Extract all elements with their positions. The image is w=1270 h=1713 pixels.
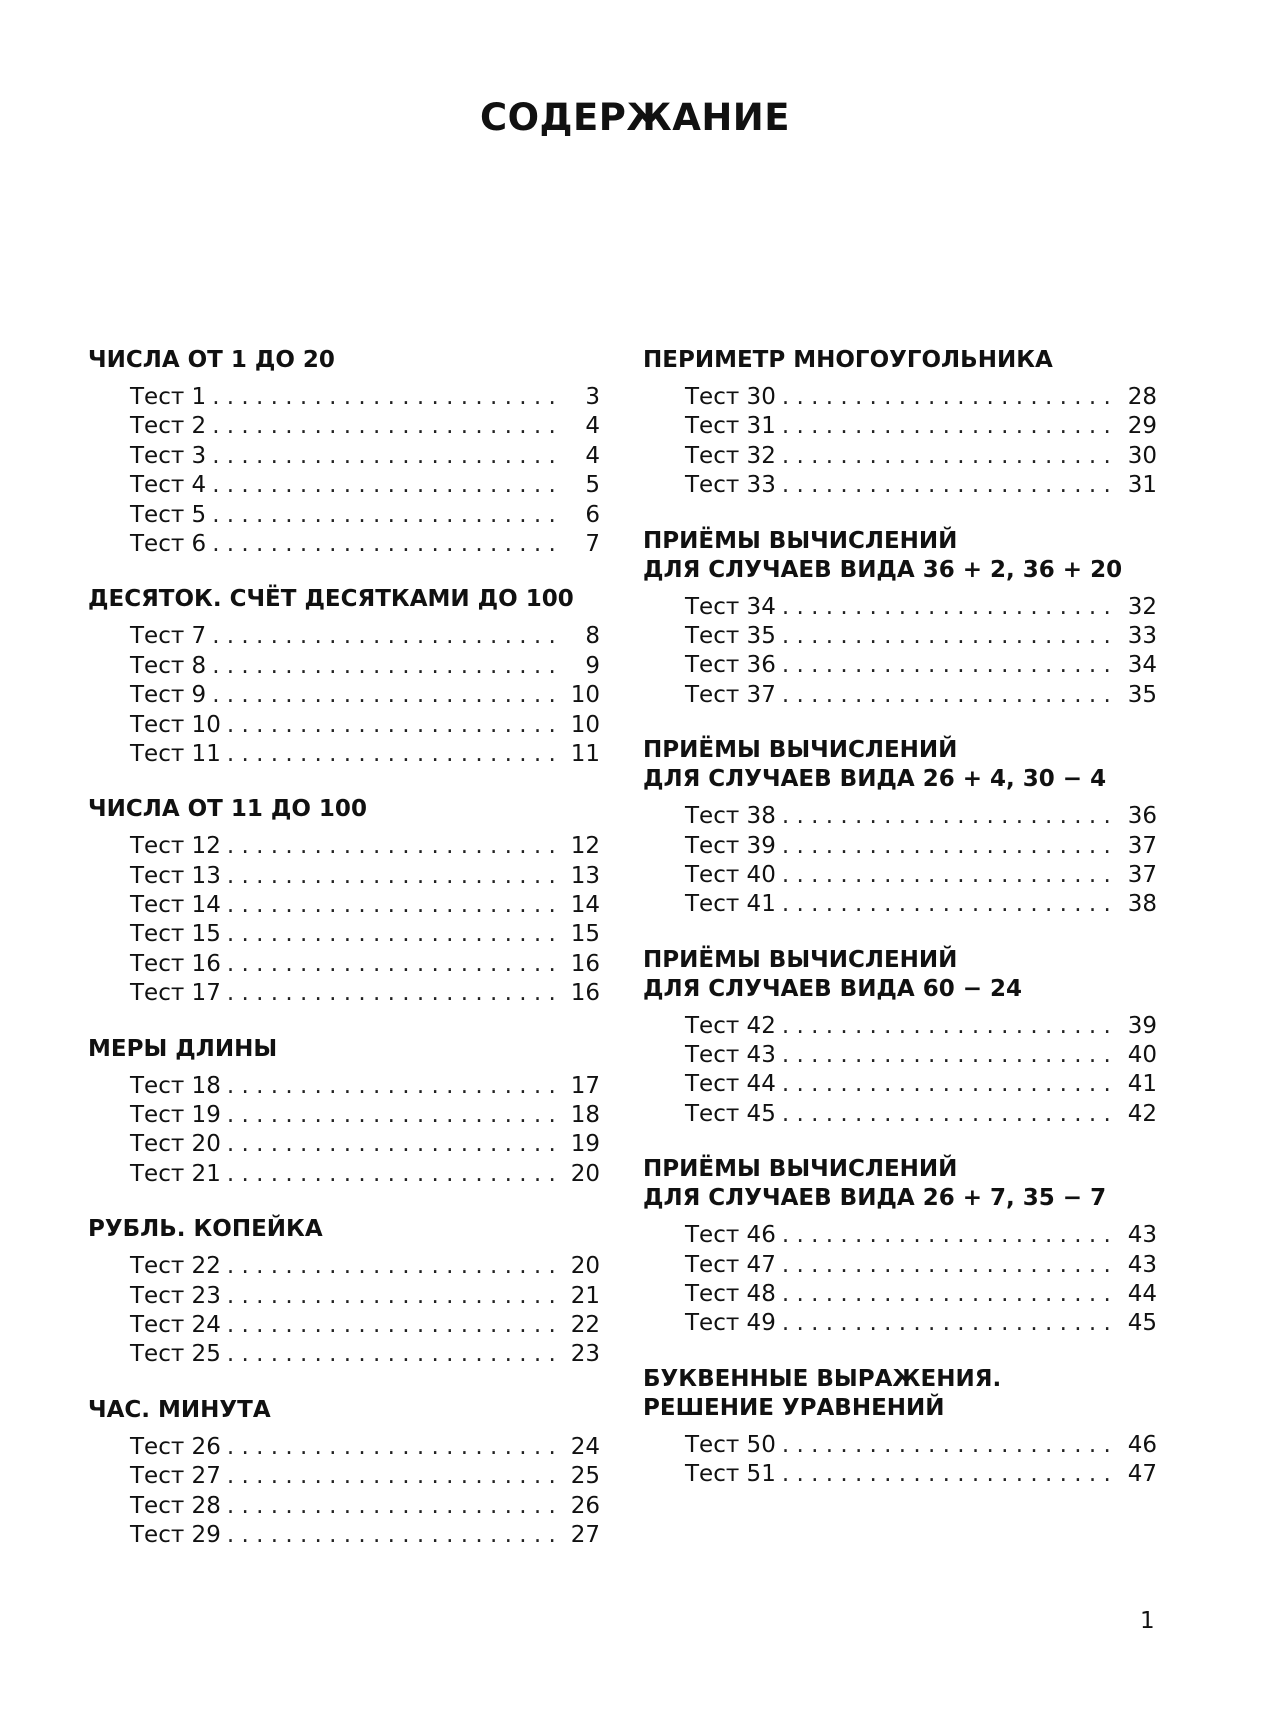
section-heading (88, 1035, 600, 1064)
entry-label: Тест 21 (130, 1160, 221, 1187)
entry-label: Тест 9 (130, 682, 207, 709)
section-heading (643, 527, 1157, 585)
section-heading-line: РУБЛЬ. КОПЕЙКА (88, 1216, 323, 1243)
toc-entry[interactable] (685, 1431, 1157, 1460)
entry-label: Тест 10 (130, 711, 221, 738)
toc-section (643, 1155, 1157, 1339)
entry-label: Тест 14 (130, 892, 221, 919)
entry-page-number: 43 (1127, 1251, 1157, 1278)
entry-label: Тест 43 (685, 1042, 776, 1069)
section-heading-line: ПРИЁМЫ ВЫЧИСЛЕНИЙ (643, 1156, 958, 1183)
entry-label: Тест 13 (130, 862, 221, 889)
entry-label: Тест 36 (685, 652, 776, 679)
entry-page-number: 21 (570, 1282, 600, 1309)
entry-page-number: 18 (570, 1102, 600, 1129)
entry-label: Тест 23 (130, 1282, 221, 1309)
dot-leader (782, 1041, 1118, 1070)
dot-leader (227, 740, 561, 769)
dot-leader (782, 1100, 1118, 1129)
entry-label: Тест 25 (130, 1341, 221, 1368)
entry-page-number: 4 (585, 413, 600, 440)
toc-entry[interactable] (130, 1252, 600, 1281)
toc-entry[interactable] (130, 681, 600, 710)
entry-page-number: 13 (570, 862, 600, 889)
toc-entry[interactable] (685, 471, 1157, 500)
entry-label: Тест 15 (130, 921, 221, 948)
toc-entry[interactable] (130, 442, 600, 471)
dot-leader (212, 501, 562, 530)
section-heading (643, 736, 1157, 794)
section-heading (88, 346, 600, 375)
entry-label: Тест 22 (130, 1253, 221, 1280)
entry-label: Тест 19 (130, 1102, 221, 1129)
entry-page-number: 29 (1127, 413, 1157, 440)
entry-page-number: 10 (570, 682, 600, 709)
dot-leader (782, 1431, 1118, 1460)
dot-leader (227, 1282, 561, 1311)
toc-column-right (643, 346, 1157, 1516)
page-number: 1 (1140, 1608, 1155, 1634)
toc-entry[interactable] (130, 652, 600, 681)
toc-entry[interactable] (685, 1221, 1157, 1250)
entry-label: Тест 40 (685, 861, 776, 888)
section-heading (643, 346, 1157, 375)
entry-label: Тест 12 (130, 833, 221, 860)
section-heading-line: ПЕРИМЕТР МНОГОУГОЛЬНИКА (643, 347, 1053, 373)
entry-label: Тест 3 (130, 442, 207, 469)
section-heading-line: ПРИЁМЫ ВЫЧИСЛЕНИЙ (643, 527, 958, 554)
toc-entry[interactable] (130, 1521, 600, 1550)
dot-leader (227, 891, 561, 920)
toc-entry[interactable] (130, 832, 600, 861)
entry-label: Тест 38 (685, 803, 776, 830)
entry-label: Тест 37 (685, 681, 776, 708)
entry-label: Тест 44 (685, 1071, 776, 1098)
entry-page-number: 6 (585, 501, 600, 528)
dot-leader (782, 861, 1118, 890)
entry-page-number: 16 (570, 950, 600, 977)
toc-section (643, 527, 1157, 711)
toc-section (88, 1396, 600, 1551)
section-heading-line: МЕРЫ ДЛИНЫ (88, 1035, 278, 1062)
entry-page-number: 20 (570, 1253, 600, 1280)
section-heading (88, 1396, 600, 1425)
entry-label: Тест 26 (130, 1433, 221, 1460)
toc-entry[interactable] (130, 412, 600, 441)
entry-page-number: 7 (585, 530, 600, 557)
entry-page-number: 44 (1127, 1281, 1157, 1308)
section-heading-line: ДЕСЯТОК. СЧЁТ ДЕСЯТКАМИ ДО 100 (88, 586, 574, 613)
toc-entry[interactable] (130, 1160, 600, 1189)
toc-entry[interactable] (130, 1101, 600, 1130)
toc-entry[interactable] (685, 1460, 1157, 1489)
dot-leader (227, 1101, 561, 1130)
entry-page-number: 23 (570, 1341, 600, 1368)
entry-page-number: 40 (1127, 1042, 1157, 1069)
section-heading-line: ЧИСЛА ОТ 11 ДО 100 (88, 796, 367, 823)
toc-entry[interactable] (130, 920, 600, 949)
dot-leader (782, 681, 1118, 710)
dot-leader (782, 593, 1118, 622)
section-heading-line: РЕШЕНИЕ УРАВНЕНИЙ (643, 1394, 945, 1421)
entry-page-number: 11 (570, 740, 600, 767)
toc-entry[interactable] (685, 622, 1157, 651)
dot-leader (212, 530, 562, 559)
entry-page-number: 8 (585, 623, 600, 650)
dot-leader (782, 1012, 1118, 1041)
toc-entry[interactable] (130, 1492, 600, 1521)
dot-leader (782, 412, 1118, 441)
entry-label: Тест 31 (685, 413, 776, 440)
entry-page-number: 37 (1127, 832, 1157, 859)
page-title: СОДЕРЖАНИЕ (479, 96, 791, 139)
entry-page-number: 31 (1127, 472, 1157, 499)
dot-leader (782, 651, 1118, 680)
entry-page-number: 46 (1127, 1431, 1157, 1458)
dot-leader (227, 711, 561, 740)
entry-label: Тест 8 (130, 652, 207, 679)
dot-leader (212, 622, 562, 651)
entry-label: Тест 46 (685, 1222, 776, 1249)
entry-page-number: 36 (1127, 803, 1157, 830)
entry-label: Тест 27 (130, 1463, 221, 1490)
toc-entry[interactable] (130, 1433, 600, 1462)
section-heading (643, 946, 1157, 1004)
entry-label: Тест 18 (130, 1072, 221, 1099)
dot-leader (227, 979, 561, 1008)
dot-leader (227, 1492, 561, 1521)
dot-leader (227, 862, 561, 891)
section-heading-line: ДЛЯ СЛУЧАЕВ ВИДА 36 + 2, 36 + 20 (643, 556, 1123, 583)
dot-leader (782, 622, 1118, 651)
entry-page-number: 41 (1127, 1071, 1157, 1098)
entry-page-number: 9 (585, 652, 600, 679)
entry-page-number: 30 (1127, 442, 1157, 469)
toc-section (643, 946, 1157, 1130)
toc-entry[interactable] (130, 950, 600, 979)
dot-leader (212, 442, 562, 471)
dot-leader (782, 1309, 1118, 1338)
dot-leader (212, 652, 562, 681)
entry-page-number: 38 (1127, 891, 1157, 918)
dot-leader (782, 442, 1118, 471)
dot-leader (227, 1252, 561, 1281)
dot-leader (782, 802, 1118, 831)
toc-entry[interactable] (685, 1012, 1157, 1041)
dot-leader (227, 1433, 561, 1462)
entry-label: Тест 6 (130, 530, 207, 557)
toc-entry[interactable] (130, 471, 600, 500)
entry-page-number: 17 (570, 1072, 600, 1099)
dot-leader (227, 1072, 561, 1101)
toc-entry[interactable] (685, 802, 1157, 831)
dot-leader (782, 1070, 1118, 1099)
dot-leader (227, 832, 561, 861)
toc-section (88, 1215, 600, 1370)
dot-leader (782, 471, 1118, 500)
entry-label: Тест 24 (130, 1311, 221, 1338)
toc-entry[interactable] (130, 862, 600, 891)
toc-section (88, 585, 600, 769)
dot-leader (212, 383, 562, 412)
dot-leader (782, 832, 1118, 861)
toc-entry[interactable] (130, 740, 600, 769)
section-heading-line: БУКВЕННЫЕ ВЫРАЖЕНИЯ. (643, 1365, 1002, 1392)
toc-entry[interactable] (685, 1041, 1157, 1070)
entry-label: Тест 5 (130, 501, 207, 528)
section-heading (88, 1215, 600, 1244)
toc-entry[interactable] (685, 681, 1157, 710)
section-heading (88, 795, 600, 824)
toc-section (643, 1365, 1157, 1490)
toc-entry[interactable] (130, 530, 600, 559)
toc-entry[interactable] (685, 1280, 1157, 1309)
entry-page-number: 10 (570, 711, 600, 738)
entry-label: Тест 45 (685, 1100, 776, 1127)
entry-page-number: 32 (1127, 593, 1157, 620)
toc-entry[interactable] (685, 383, 1157, 412)
entry-label: Тест 35 (685, 622, 776, 649)
entry-page-number: 26 (570, 1492, 600, 1519)
entry-label: Тест 17 (130, 980, 221, 1007)
dot-leader (782, 1280, 1118, 1309)
toc-entry[interactable] (130, 1340, 600, 1369)
entry-page-number: 34 (1127, 652, 1157, 679)
toc-entry[interactable] (130, 1462, 600, 1491)
toc-entry[interactable] (685, 832, 1157, 861)
entry-page-number: 15 (570, 921, 600, 948)
entry-label: Тест 50 (685, 1431, 776, 1458)
toc-entry[interactable] (685, 1309, 1157, 1338)
toc-entry[interactable] (685, 1251, 1157, 1280)
entry-page-number: 47 (1127, 1461, 1157, 1488)
entry-page-number: 27 (570, 1521, 600, 1548)
entry-page-number: 45 (1127, 1310, 1157, 1337)
dot-leader (227, 920, 561, 949)
toc-section (643, 346, 1157, 501)
toc-entry[interactable] (130, 979, 600, 1008)
dot-leader (227, 1521, 561, 1550)
section-heading-line: ДЛЯ СЛУЧАЕВ ВИДА 26 + 4, 30 − 4 (643, 766, 1107, 793)
entry-label: Тест 32 (685, 442, 776, 469)
entry-label: Тест 11 (130, 740, 221, 767)
entry-page-number: 3 (585, 384, 600, 410)
dot-leader (782, 1460, 1118, 1489)
dot-leader (782, 1251, 1118, 1280)
section-heading-line: ЧИСЛА ОТ 1 ДО 20 (88, 347, 335, 373)
dot-leader (212, 681, 561, 710)
toc-section (88, 795, 600, 1008)
entry-page-number: 5 (585, 472, 600, 499)
dot-leader (227, 1130, 561, 1159)
entry-page-number: 35 (1127, 681, 1157, 708)
entry-label: Тест 49 (685, 1310, 776, 1337)
toc-entry[interactable] (130, 1072, 600, 1101)
entry-page-number: 12 (570, 833, 600, 860)
entry-label: Тест 51 (685, 1461, 776, 1488)
entry-label: Тест 2 (130, 413, 207, 440)
section-heading-line: ДЛЯ СЛУЧАЕВ ВИДА 26 + 7, 35 − 7 (643, 1185, 1107, 1212)
section-heading-line: ДЛЯ СЛУЧАЕВ ВИДА 60 − 24 (643, 975, 1023, 1002)
toc-entry[interactable] (685, 1100, 1157, 1129)
toc-entry[interactable] (130, 1130, 600, 1159)
entry-page-number: 4 (585, 442, 600, 469)
toc-entry[interactable] (130, 711, 600, 740)
dot-leader (212, 471, 562, 500)
entry-page-number: 14 (570, 892, 600, 919)
toc-entry[interactable] (685, 861, 1157, 890)
section-heading-line: ПРИЁМЫ ВЫЧИСЛЕНИЙ (643, 946, 958, 973)
dot-leader (227, 1311, 561, 1340)
entry-page-number: 43 (1127, 1222, 1157, 1249)
entry-label: Тест 4 (130, 472, 207, 499)
section-heading (88, 585, 600, 614)
dot-leader (227, 950, 561, 979)
entry-page-number: 20 (570, 1160, 600, 1187)
entry-page-number: 42 (1127, 1100, 1157, 1127)
entry-label: Тест 20 (130, 1131, 221, 1158)
dot-leader (782, 890, 1118, 919)
section-heading-line: ЧАС. МИНУТА (88, 1396, 271, 1423)
entry-page-number: 28 (1127, 384, 1157, 410)
toc-entry[interactable] (130, 383, 600, 412)
dot-leader (782, 1221, 1118, 1250)
dot-leader (227, 1462, 561, 1491)
entry-label: Тест 39 (685, 832, 776, 859)
entry-page-number: 39 (1127, 1012, 1157, 1039)
section-heading (643, 1365, 1157, 1423)
toc-entry[interactable] (685, 442, 1157, 471)
toc-entry[interactable] (685, 412, 1157, 441)
entry-label: Тест 42 (685, 1012, 776, 1039)
toc-entry[interactable] (130, 891, 600, 920)
toc-section (643, 736, 1157, 920)
toc-entry[interactable] (130, 501, 600, 530)
toc-section (88, 346, 600, 559)
toc-section (88, 1035, 600, 1190)
entry-page-number: 19 (570, 1131, 600, 1158)
toc-entry[interactable] (685, 1070, 1157, 1099)
entry-label: Тест 16 (130, 950, 221, 977)
entry-page-number: 24 (570, 1433, 600, 1460)
toc-entry[interactable] (685, 593, 1157, 622)
dot-leader (227, 1160, 561, 1189)
toc-column-left (88, 346, 600, 1576)
entry-label: Тест 30 (685, 384, 776, 410)
entry-label: Тест 33 (685, 472, 776, 499)
entry-label: Тест 1 (130, 384, 207, 410)
toc-entry[interactable] (130, 1282, 600, 1311)
toc-entry[interactable] (130, 1311, 600, 1340)
entry-label: Тест 48 (685, 1281, 776, 1308)
entry-page-number: 25 (570, 1463, 600, 1490)
entry-label: Тест 28 (130, 1492, 221, 1519)
entry-label: Тест 7 (130, 623, 207, 650)
dot-leader (227, 1340, 561, 1369)
entry-page-number: 16 (570, 980, 600, 1007)
dot-leader (782, 383, 1118, 412)
entry-page-number: 22 (570, 1311, 600, 1338)
entry-label: Тест 34 (685, 593, 776, 620)
entry-page-number: 33 (1127, 622, 1157, 649)
toc-entry[interactable] (685, 890, 1157, 919)
entry-page-number: 37 (1127, 861, 1157, 888)
toc-entry[interactable] (685, 651, 1157, 680)
entry-label: Тест 47 (685, 1251, 776, 1278)
dot-leader (212, 412, 562, 441)
section-heading-line: ПРИЁМЫ ВЫЧИСЛЕНИЙ (643, 737, 958, 764)
entry-label: Тест 41 (685, 891, 776, 918)
toc-entry[interactable] (130, 622, 600, 651)
section-heading (643, 1155, 1157, 1213)
entry-label: Тест 29 (130, 1521, 221, 1548)
